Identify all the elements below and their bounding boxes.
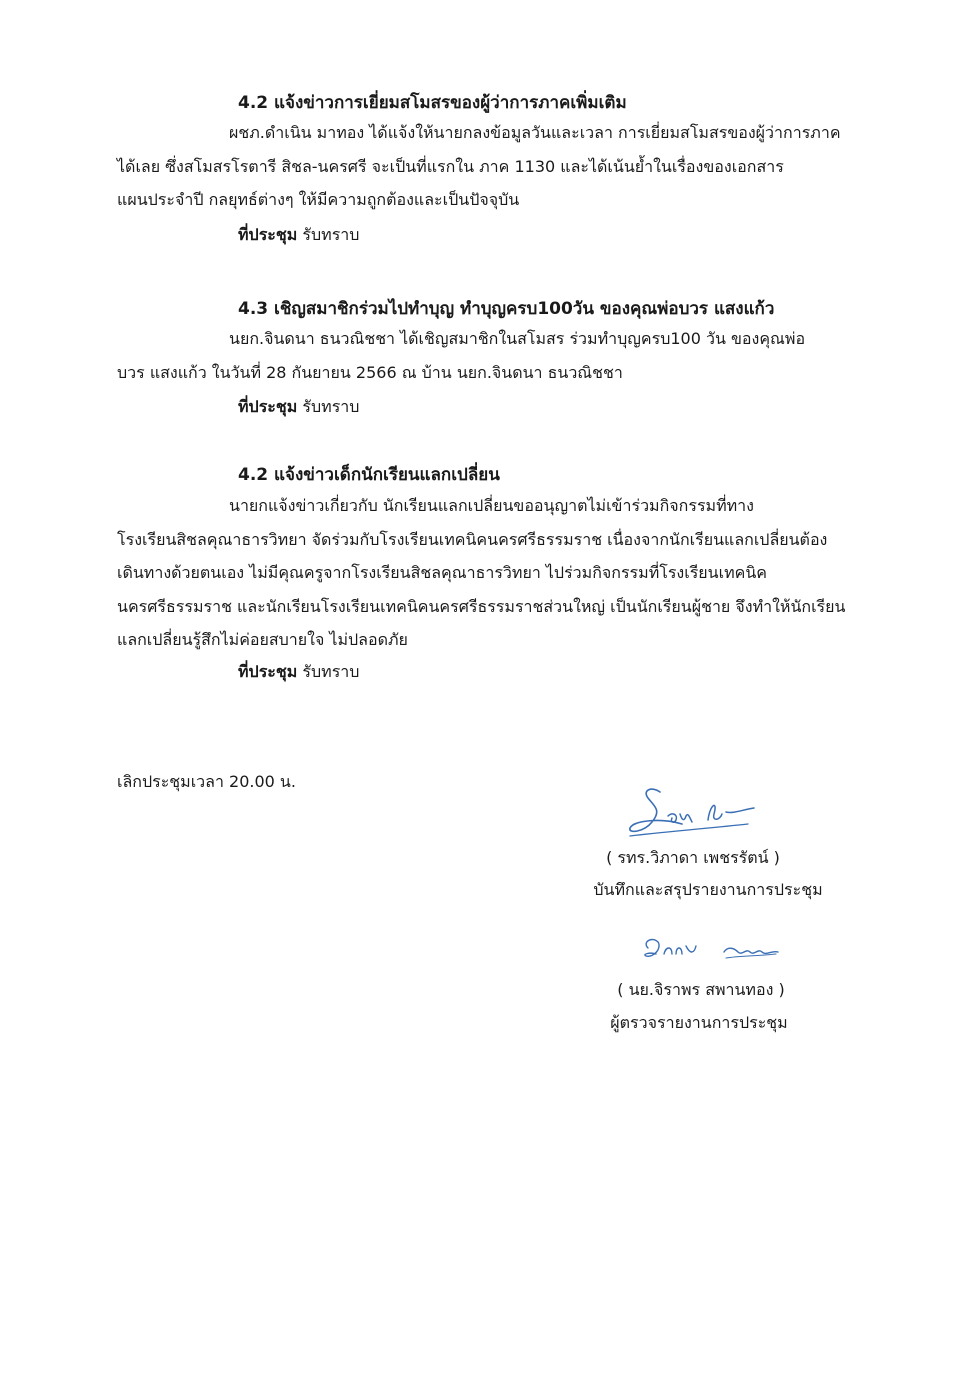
resolution-value: รับทราบ: [302, 397, 360, 416]
resolution-value: รับทราบ: [302, 225, 360, 244]
body-line: เดินทางด้วยตนเอง ไม่มีคุณครูจากโรงเรียนสิชลคุณาธารวิทยา ไปร่วมกิจกรรมที่โรงเรียนเทคนิค: [117, 563, 767, 583]
section-body-merit-ceremony: [117, 322, 890, 389]
meeting-resolution: [238, 395, 359, 420]
body-line: นยก.จินดนา ธนวณิชชา ได้เชิญสมาชิกในสโมสร ร่วมทำบุญครบ100 วัน ของคุณพ่อ: [229, 329, 806, 348]
meeting-resolution: [238, 223, 359, 248]
section-body-exchange-students: [117, 489, 890, 657]
reviewer-role: ผู้ตรวจรายงานการประชุม: [610, 1013, 788, 1032]
resolution-label: ที่ประชุม: [238, 662, 298, 681]
body-line: โรงเรียนสิชลคุณาธารวิทยา จัดร่วมกับโรงเรียนเทคนิคนครศรีธรรมราช เนื่องจากนักเรียนแลกเปลี่ยนต้อง: [117, 529, 828, 549]
meeting-closing-time: เลิกประชุมเวลา 20.00 น.: [117, 772, 296, 791]
section-body-district-governor-visit: [117, 116, 890, 217]
resolution-label: ที่ประชุม: [238, 397, 298, 416]
section-heading-merit-ceremony: 4.3 เชิญสมาชิกร่วมไปทำบุญ ทำบุญครบ100วัน ของคุณพ่อบวร แสงแก้ว: [238, 299, 775, 319]
meeting-resolution: [238, 660, 359, 685]
body-line: แลกเปลี่ยนรู้สึกไม่ค่อยสบายใจ ไม่ปลอดภัย: [117, 630, 408, 650]
section-heading-district-governor-visit: 4.2 แจ้งข่าวการเยี่ยมสโมสรของผู้ว่าการภาคเพิ่มเติม: [238, 93, 627, 113]
body-line: ผชภ.ดำเนิน มาทอง ได้แจ้งให้นายกลงข้อมูลวันและเวลา การเยี่ยมสโมสรของผู้ว่าการภาค: [229, 123, 841, 142]
recorder-signature: [622, 784, 762, 844]
resolution-value: รับทราบ: [302, 662, 360, 681]
reviewer-signature: [638, 932, 788, 968]
recorder-role: บันทึกและสรุปรายงานการประชุม: [593, 880, 823, 899]
body-line: บวร แสงแก้ว ในวันที่ 28 กันยายน 2566 ณ บ้าน นยก.จินดนา ธนวณิชชา: [117, 362, 623, 382]
section-heading-exchange-students: 4.2 แจ้งข่าวเด็กนักเรียนแลกเปลี่ยน: [238, 465, 500, 485]
body-line: นครศรีธรรมราช และนักเรียนโรงเรียนเทคนิคนครศรีธรรมราชส่วนใหญ่ เป็นนักเรียนผู้ชาย จึงทำให้นักเรียน: [117, 596, 846, 616]
body-line: แผนประจำปี กลยุทธ์ต่างๆ ให้มีความถูกต้องและเป็นปัจจุบัน: [117, 190, 520, 210]
body-line: ได้เลย ซึ่งสโมสรโรตารี สิชล-นครศรี จะเป็นที่แรกใน ภาค 1130 และได้เน้นย้ำในเรื่องของเอกสาร: [117, 156, 784, 176]
reviewer-name: ( นย.จิราพร สพานทอง ): [617, 980, 785, 999]
body-line: นายกแจ้งข่าวเกี่ยวกับ นักเรียนแลกเปลี่ยนขออนุญาตไม่เข้าร่วมกิจกรรมที่ทาง: [229, 496, 754, 515]
recorder-name: ( รทร.วิภาดา เพชรรัตน์ ): [606, 848, 780, 867]
resolution-label: ที่ประชุม: [238, 225, 298, 244]
